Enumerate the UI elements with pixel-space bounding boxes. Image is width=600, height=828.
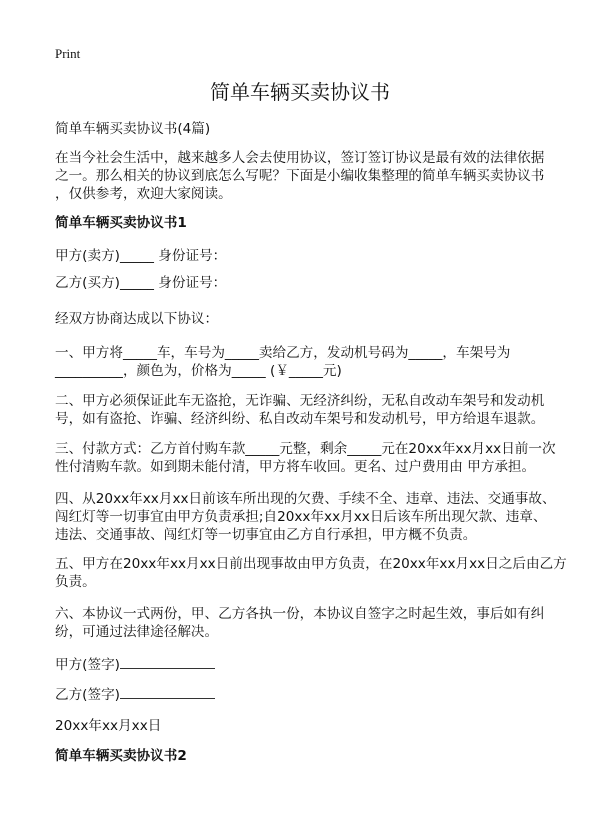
agreement-intro: 经双方协商达成以下协议： — [55, 311, 219, 327]
text-line: 五、甲方在20xx年xx月xx日前出现事故由甲方负责，在20xx年xx月xx日之后由乙方 — [55, 556, 567, 572]
text-line: 一、甲方将_____车，车号为_____卖给乙方，发动机号码为_____，车架号为 — [55, 345, 511, 361]
clause-5 — [55, 555, 575, 591]
document-subtitle: 简单车辆买卖协议书(4篇) — [55, 121, 211, 137]
text-line: 之一。那么相关的协议到底怎么写呢？下面是小编收集整理的简单车辆买卖协议书 — [55, 168, 545, 184]
print-link[interactable]: Print — [55, 46, 81, 61]
intro-paragraph — [55, 149, 575, 203]
text-line: 在当今社会生活中，越来越多人会去使用协议，签订签订协议是最有效的法律依据 — [55, 150, 545, 166]
signing-date: 20xx年xx月xx日 — [55, 718, 162, 734]
text-line: 四、从20xx年xx月xx日前该车所出现的欠费、手续不全、违章、违法、交通事故、 — [55, 491, 556, 507]
clause-6 — [55, 605, 575, 641]
text-line: 号，如有盗抢、诈骗、经济纠纷、私自改动车架号和发动机号，甲方给退车退款。 — [55, 411, 545, 427]
signature-b-label: 乙方(签字) — [55, 687, 120, 703]
text-line: 六、本协议一式两份，甲、乙方各执一份，本协议自签字之时起生效，事后如有纠 — [55, 606, 545, 622]
section-heading-2: 简单车辆买卖协议书2 — [55, 748, 187, 764]
text-line: 二、甲方必须保证此车无盗抢，无诈骗、无经济纠纷，无私自改动车架号和发动机 — [55, 393, 545, 409]
clause-3 — [55, 440, 575, 476]
clause-4 — [55, 490, 575, 544]
signature-b — [55, 685, 575, 704]
text-line: 三、付款方式：乙方首付购车款_____元整，剩余_____元在20xx年xx月xx日前一次 — [55, 441, 556, 457]
document-title: 简单车辆买卖协议书 — [210, 80, 390, 104]
clause-2 — [55, 392, 575, 428]
text-line: ，仅供参考，欢迎大家阅读。 — [55, 186, 232, 202]
signature-a-label: 甲方(签字) — [55, 657, 120, 673]
party-a-line: 甲方(卖方)_____ 身份证号： — [55, 248, 227, 264]
party-b-line: 乙方(买方)_____ 身份证号： — [55, 275, 227, 291]
text-line: 纷，可通过法律途径解决。 — [55, 624, 219, 640]
text-line: 闯红灯等一切事宜由甲方负责承担;自20xx年xx月xx日后该车所出现欠款、违章、 — [55, 509, 547, 525]
text-line: 负责。 — [55, 574, 96, 590]
text-line: 违法、交通事故、闯红灯等一切事宜由乙方自行承担，甲方概不负责。 — [55, 527, 477, 543]
text-line: __________，颜色为，价格为_____ (￥_____元) — [55, 363, 342, 379]
clause-1 — [55, 344, 575, 380]
text-line: 性付清购车款。如到期未能付清，甲方将车收回。更名、过户费用由 甲方承担。 — [55, 459, 536, 475]
signature-b-line — [120, 685, 215, 699]
signature-a — [55, 655, 575, 674]
section-heading-1: 简单车辆买卖协议书1 — [55, 215, 187, 231]
signature-a-line — [120, 655, 215, 669]
